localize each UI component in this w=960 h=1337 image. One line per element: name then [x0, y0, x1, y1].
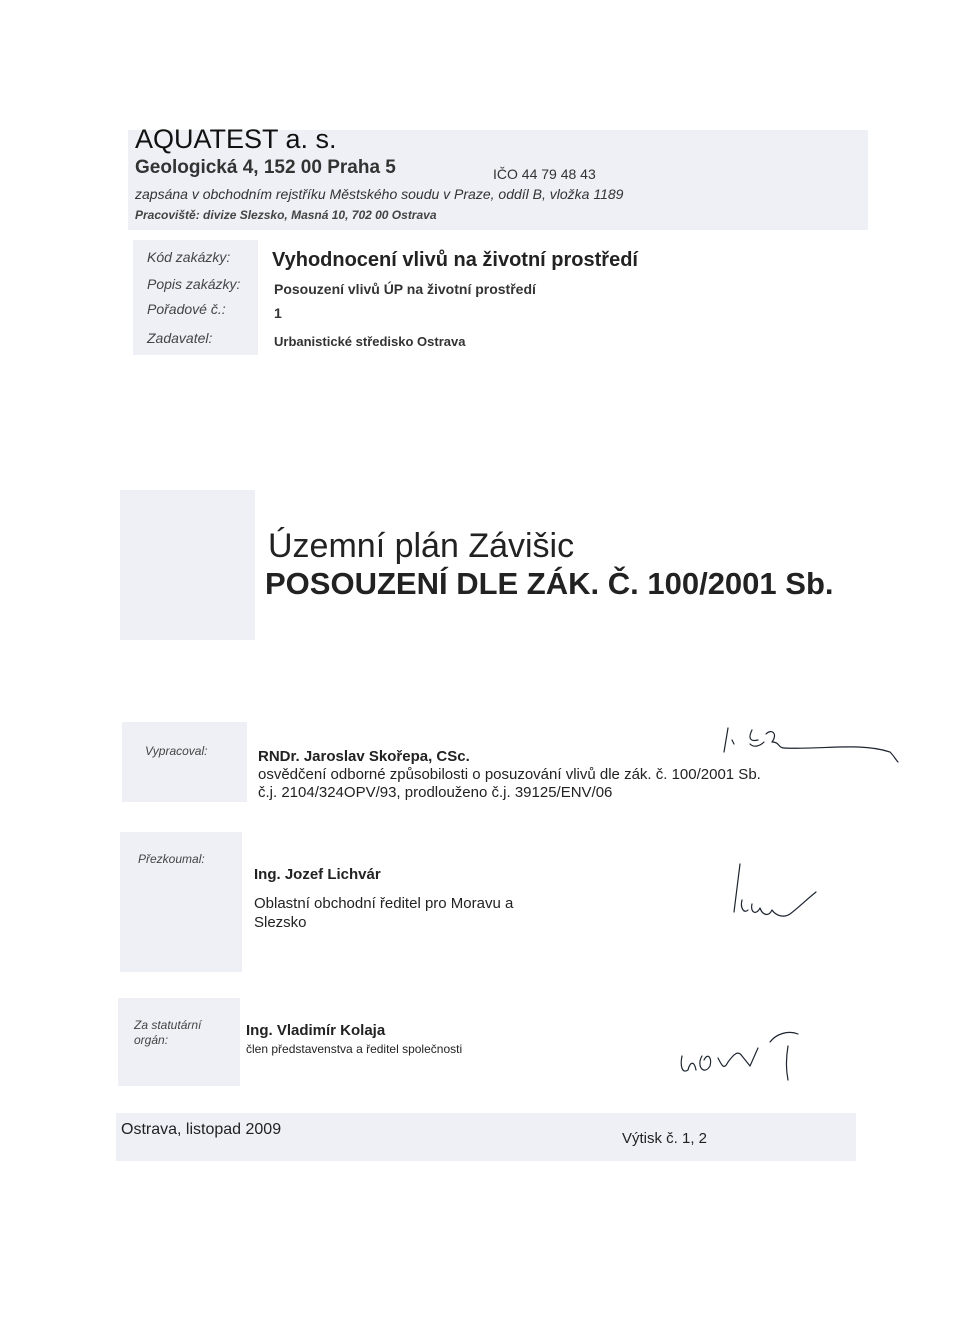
title-band [120, 490, 255, 640]
order-number-label: Pořadové č.: [147, 301, 226, 317]
order-code: Vyhodnocení vlivů na životní prostředí [272, 249, 638, 271]
document-subtitle: POSOUZENÍ DLE ZÁK. Č. 100/2001 Sb. [265, 566, 834, 601]
reviewed-by-name: Ing. Jozef Lichvár [254, 866, 381, 883]
company-workplace: Pracoviště: divize Slezsko, Masná 10, 702 00 Ostrava [135, 208, 437, 222]
prepared-by-label: Vypracoval: [145, 744, 208, 758]
copy-number: Výtisk č. 1, 2 [622, 1130, 708, 1147]
company-ico: IČO 44 79 48 43 [493, 166, 596, 182]
document-title: Územní plán Závišic [268, 527, 575, 565]
statutory-label: Za statutární orgán: [134, 1018, 202, 1047]
client-name: Urbanistické středisko Ostrava [274, 334, 466, 349]
place-and-date: Ostrava, listopad 2009 [121, 1121, 282, 1138]
prepared-by-reference: č.j. 2104/324OPV/93, prodlouženo č.j. 39125/ENV/06 [258, 784, 613, 801]
company-register: zapsána v obchodním rejstříku Městského soudu v Praze, oddíl B, vložka 1189 [135, 186, 624, 202]
prepared-by-certificate: osvědčení odborné způsobilosti o posuzování vlivů dle zák. č. 100/2001 Sb. [258, 766, 761, 783]
client-label: Zadavatel: [147, 330, 213, 346]
prepared-signature [720, 722, 920, 782]
statutory-name: Ing. Vladimír Kolaja [246, 1022, 386, 1039]
reviewed-by-role: Oblastní obchodní ředitel pro Moravu a Slezsko [254, 895, 514, 931]
order-description: Posouzení vlivů ÚP na životní prostředí [274, 281, 536, 297]
prepared-by-name: RNDr. Jaroslav Skořepa, CSc. [258, 748, 470, 765]
company-name: AQUATEST a. s. [135, 124, 337, 154]
order-desc-label: Popis zakázky: [147, 276, 241, 292]
order-number: 1 [274, 305, 282, 321]
statutory-role: člen představenstva a ředitel společnosti [246, 1042, 463, 1056]
reviewed-by-label: Přezkoumal: [138, 852, 205, 866]
company-address: Geologická 4, 152 00 Praha 5 [135, 157, 396, 178]
reviewed-signature [728, 860, 828, 940]
order-code-label: Kód zakázky: [147, 249, 231, 265]
prepared-band [122, 722, 247, 802]
statutory-signature [678, 1026, 808, 1086]
